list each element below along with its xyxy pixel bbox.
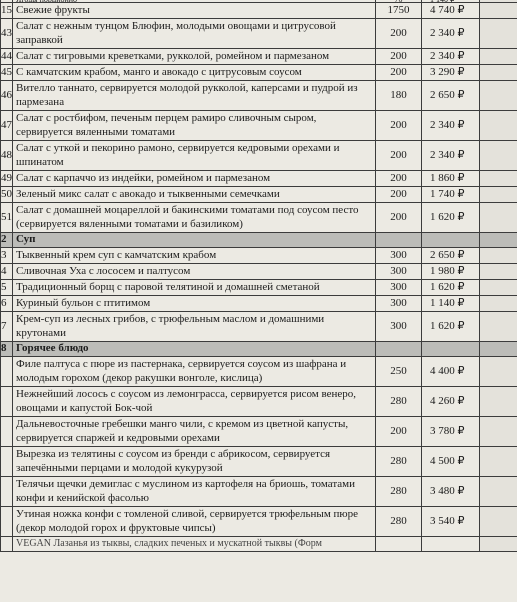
dish-price: 4 400 ₽ <box>422 357 480 387</box>
category-title: Суп <box>13 233 376 248</box>
extra-cell <box>480 203 517 233</box>
extra-cell <box>480 447 517 477</box>
dish-weight: 200 <box>376 187 422 203</box>
extra-cell <box>480 141 517 171</box>
table-row <box>1 111 517 141</box>
extra-cell <box>480 81 517 111</box>
dish-weight: 200 <box>376 49 422 65</box>
dish-weight: 250 <box>376 357 422 387</box>
extra-cell <box>480 49 517 65</box>
row-number: 49 <box>1 171 13 187</box>
dish-name: Телячьи щечки демиглас с муслином из картофеля на бриошь, томатами конфи и кенийской фасолью <box>13 477 376 507</box>
dish-price: 2 650 ₽ <box>422 248 480 264</box>
extra-cell <box>480 280 517 296</box>
dish-name: Филе палтуса с пюре из пастернака, сервируется соусом из шафрана и молодым горохом (декор ракушки вонголе, кислица) <box>13 357 376 387</box>
dish-price: 3 480 ₽ <box>422 477 480 507</box>
extra-cell <box>480 357 517 387</box>
dish-price: 1 740 ₽ <box>422 187 480 203</box>
table-row <box>1 447 517 477</box>
table-row <box>1 65 517 81</box>
table-row <box>1 477 517 507</box>
extra-cell <box>480 248 517 264</box>
dish-price: 2 340 ₽ <box>422 49 480 65</box>
extra-cell <box>480 417 517 447</box>
extra-cell <box>480 187 517 203</box>
extra-cell <box>480 264 517 280</box>
row-number <box>1 357 13 387</box>
extra-cell <box>480 312 517 342</box>
extra-cell <box>480 342 517 357</box>
dish-name: Традиционный борщ с паровой телятиной и домашней сметаной <box>13 280 376 296</box>
table-row <box>1 312 517 342</box>
dish-name: Сливочная Уха с лососем и палтусом <box>13 264 376 280</box>
row-number <box>1 507 13 537</box>
dish-weight: 300 <box>376 312 422 342</box>
row-number: 4 <box>1 264 13 280</box>
dish-weight: 300 <box>376 296 422 312</box>
row-number <box>1 387 13 417</box>
dish-name: Тыквенный крем суп с камчатским крабом <box>13 248 376 264</box>
table-row <box>1 507 517 537</box>
dish-name: Нежнейший лосось с соусом из лемонграсса, сервируется рисом венеро, овощами и капустой Бок-чой <box>13 387 376 417</box>
table-row <box>1 187 517 203</box>
dish-price <box>422 537 480 552</box>
extra-cell <box>480 537 517 552</box>
category-title: Горячее блюдо <box>13 342 376 357</box>
dish-name: С камчатским крабом, манго и авокадо с цитрусовым соусом <box>13 65 376 81</box>
row-number <box>1 477 13 507</box>
dish-name: Зеленый микс салат с авокадо и тыквенными семечками <box>13 187 376 203</box>
dish-price: 1 980 ₽ <box>422 264 480 280</box>
row-number <box>1 447 13 477</box>
row-number: 3 <box>1 248 13 264</box>
extra-cell <box>480 3 517 19</box>
row-number: 5 <box>1 280 13 296</box>
dish-weight: 200 <box>376 171 422 187</box>
extra-cell <box>480 296 517 312</box>
dish-weight: 1750 <box>376 3 422 19</box>
table-row <box>1 141 517 171</box>
extra-cell <box>480 233 517 248</box>
row-number: 47 <box>1 111 13 141</box>
category-price-empty <box>422 233 480 248</box>
dish-weight: 200 <box>376 203 422 233</box>
dish-weight: 300 <box>376 264 422 280</box>
dish-price: 1 620 ₽ <box>422 312 480 342</box>
dish-weight: 280 <box>376 447 422 477</box>
row-number: 50 <box>1 187 13 203</box>
row-number: 15 <box>1 3 13 19</box>
row-number: 48 <box>1 141 13 171</box>
row-number: 6 <box>1 296 13 312</box>
menu-table-body <box>1 0 517 552</box>
table-row <box>1 3 517 19</box>
extra-cell <box>480 171 517 187</box>
dish-weight: 280 <box>376 477 422 507</box>
row-number: 45 <box>1 65 13 81</box>
row-number: 46 <box>1 81 13 111</box>
row-number: 7 <box>1 312 13 342</box>
row-number: 2 <box>1 233 13 248</box>
extra-cell <box>480 507 517 537</box>
dish-price: 1 620 ₽ <box>422 280 480 296</box>
dish-price: 4 740 ₽ <box>422 3 480 19</box>
table-row <box>1 357 517 387</box>
dish-price: 3 540 ₽ <box>422 507 480 537</box>
category-row <box>1 342 517 357</box>
table-row <box>1 387 517 417</box>
extra-cell <box>480 111 517 141</box>
table-row <box>1 280 517 296</box>
row-number <box>1 537 13 552</box>
dish-name: Утиная ножка конфи с томленой сливой, сервируется трюфельным пюре (декор молодой горох и фруктовые чипсы) <box>13 507 376 537</box>
dish-price: 2 340 ₽ <box>422 141 480 171</box>
dish-price: 1 620 ₽ <box>422 203 480 233</box>
dish-weight: 200 <box>376 19 422 49</box>
table-row-partial-bottom <box>1 537 517 552</box>
category-row <box>1 233 517 248</box>
dish-weight <box>376 537 422 552</box>
table-row <box>1 417 517 447</box>
dish-name: Салат с домашней моцареллой и бакинскими томатами под соусом песто (сервируется вяленными томатами и базиликом) <box>13 203 376 233</box>
row-number: 43 <box>1 19 13 49</box>
dish-name: Салат с нежным тунцом Блюфин, молодыми овощами и цитрусовой заправкой <box>13 19 376 49</box>
table-row <box>1 81 517 111</box>
dish-name: Салат с ростбифом, печеным перцем рамиро сливочным сыром, сервируется вяленными томатами <box>13 111 376 141</box>
dish-name: Крем-суп из лесных грибов, с трюфельным маслом и домашними крутонами <box>13 312 376 342</box>
dish-name: Дальневосточные гребешки манго чили, с кремом из цветной капусты, сервируется спаржей и кедровыми орехами <box>13 417 376 447</box>
row-number <box>1 417 13 447</box>
dish-price: 2 650 ₽ <box>422 81 480 111</box>
extra-cell <box>480 477 517 507</box>
table-row <box>1 296 517 312</box>
dish-weight: 280 <box>376 507 422 537</box>
dish-price: 2 340 ₽ <box>422 111 480 141</box>
dish-price: 1 140 ₽ <box>422 296 480 312</box>
extra-cell <box>480 65 517 81</box>
dish-name: Вырезка из телятины с соусом из бренди с абрикосом, сервируется запечёнными перцами и молодой кукурузой <box>13 447 376 477</box>
row-number: 8 <box>1 342 13 357</box>
dish-name: Салат с тигровыми креветками, рукколой, ромейном и пармезаном <box>13 49 376 65</box>
dish-price: 1 860 ₽ <box>422 171 480 187</box>
dish-name: Свежие фрукты <box>13 3 376 19</box>
dish-name: Вителло таннато, сервируется молодой рукколой, каперсами и пудрой из пармезана <box>13 81 376 111</box>
table-row <box>1 203 517 233</box>
table-row <box>1 248 517 264</box>
table-row <box>1 19 517 49</box>
category-price-empty <box>422 342 480 357</box>
extra-cell <box>480 387 517 417</box>
dish-weight: 280 <box>376 387 422 417</box>
table-row <box>1 264 517 280</box>
category-weight-empty <box>376 233 422 248</box>
category-weight-empty <box>376 342 422 357</box>
dish-price: 2 340 ₽ <box>422 19 480 49</box>
dish-price: 4 500 ₽ <box>422 447 480 477</box>
dish-name: Куриный бульон с птитимом <box>13 296 376 312</box>
dish-weight: 200 <box>376 65 422 81</box>
dish-weight: 200 <box>376 417 422 447</box>
dish-weight: 300 <box>376 248 422 264</box>
row-number: 44 <box>1 49 13 65</box>
table-row <box>1 171 517 187</box>
dish-weight: 300 <box>376 280 422 296</box>
table-row <box>1 49 517 65</box>
dish-price: 4 260 ₽ <box>422 387 480 417</box>
row-number: 51 <box>1 203 13 233</box>
dish-name: VEGAN Лазанья из тыквы, сладких печеных и мускатной тыквы (Форм <box>13 537 376 552</box>
dish-weight: 200 <box>376 111 422 141</box>
dish-weight: 180 <box>376 81 422 111</box>
dish-name: Салат с карпаччо из индейки, ромейном и пармезаном <box>13 171 376 187</box>
dish-price: 3 290 ₽ <box>422 65 480 81</box>
dish-price: 3 780 ₽ <box>422 417 480 447</box>
dish-weight: 200 <box>376 141 422 171</box>
dish-name: Салат с уткой и пекорино рамоно, сервируется кедровыми орехами и шпинатом <box>13 141 376 171</box>
extra-cell <box>480 19 517 49</box>
